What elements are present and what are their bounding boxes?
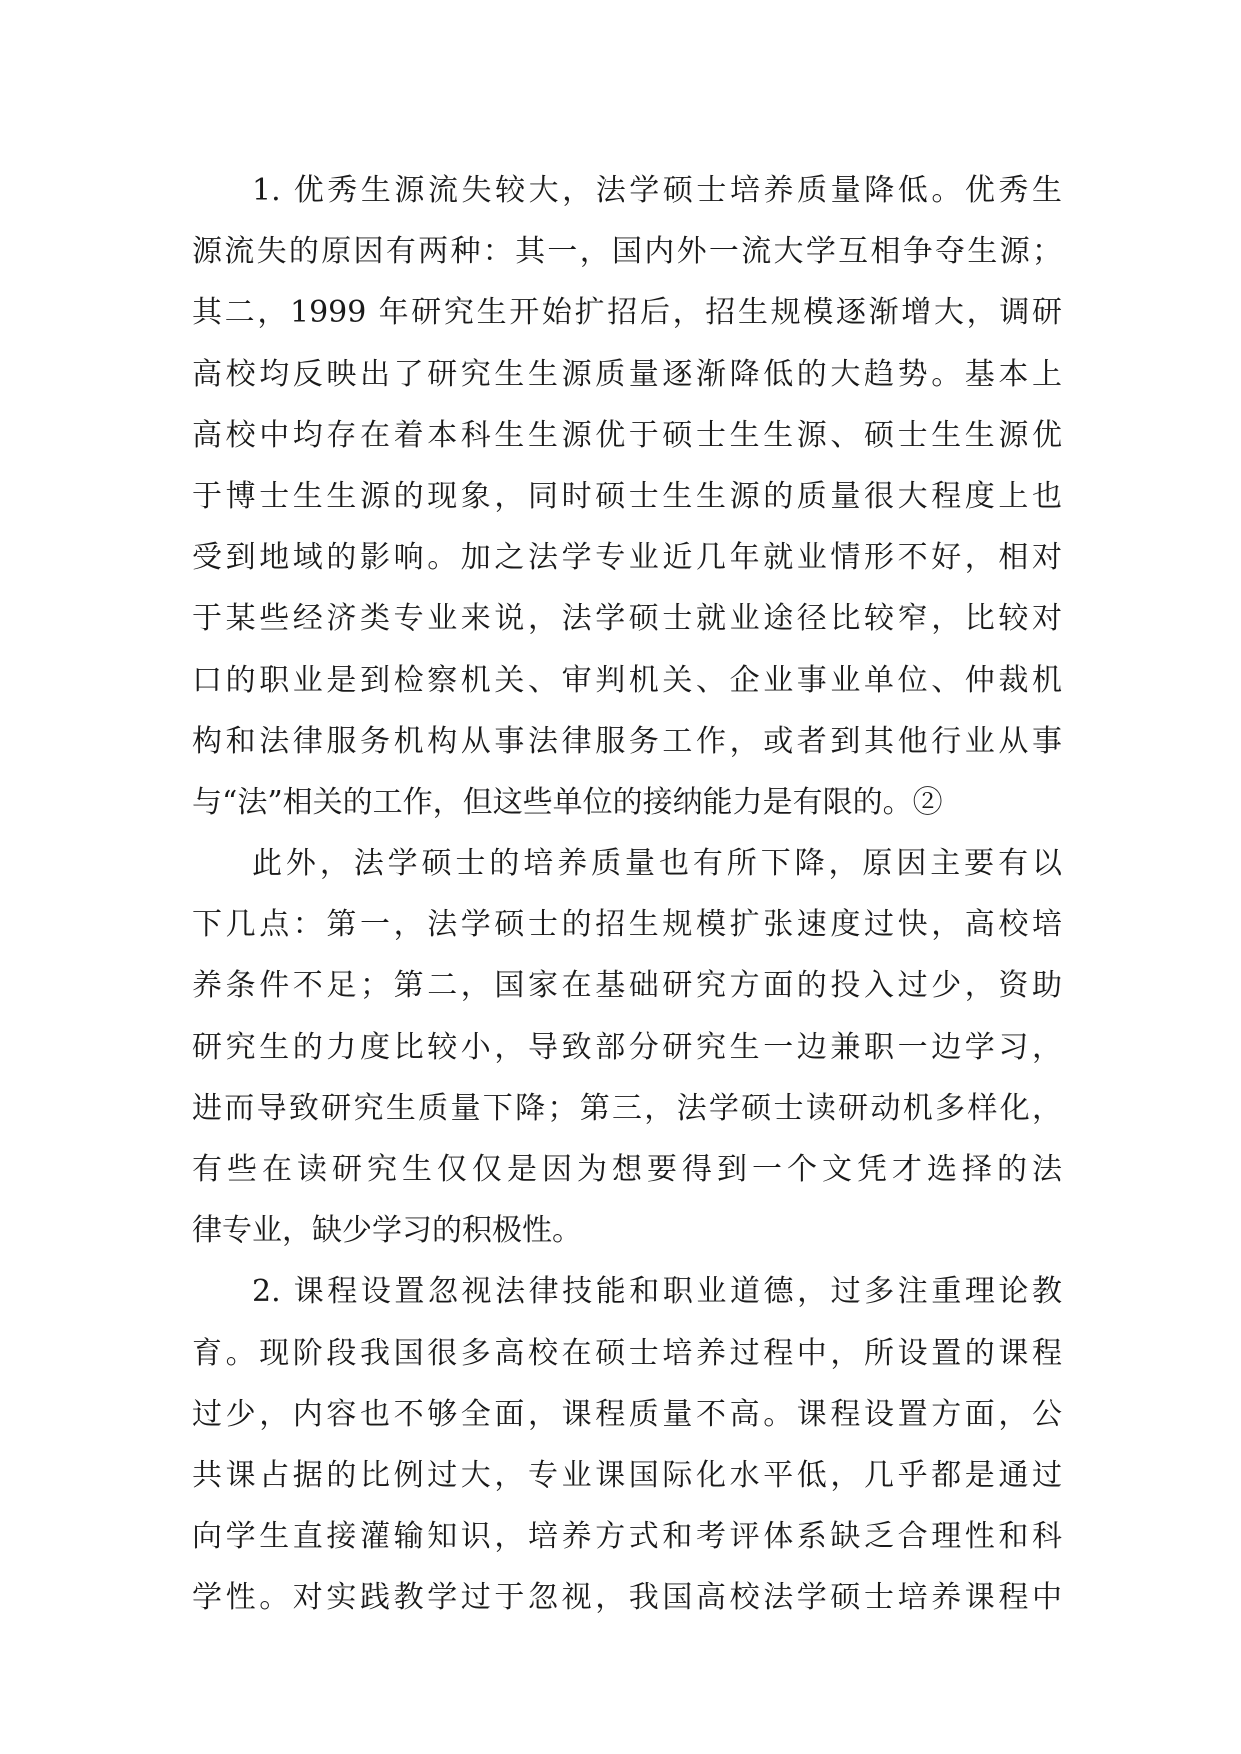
text-line: 受到地域的影响。加之法学专业近几年就业情形不好，相对	[192, 540, 1062, 576]
text-line: 其二，1999 年研究生开始扩招后，招生规模逐渐增大，调研	[192, 295, 1062, 331]
text-line: 于博士生生源的现象，同时硕士生生源的质量很大程度上也	[192, 478, 1062, 514]
text-line: 共课占据的比例过大，专业课国际化水平低，几乎都是通过	[192, 1457, 1062, 1493]
text-line: 下几点：第一，法学硕士的招生规模扩张速度过快，高校培	[192, 907, 1062, 943]
body-text	[192, 160, 1062, 1629]
text-line: 过少，内容也不够全面，课程质量不高。课程设置方面，公	[192, 1396, 1062, 1432]
text-line: 源流失的原因有两种：其一，国内外一流大学互相争夺生源；	[192, 234, 1062, 270]
text-line: 于某些经济类专业来说，法学硕士就业途径比较窄，比较对	[192, 601, 1062, 637]
text-line: 育。现阶段我国很多高校在硕士培养过程中，所设置的课程	[192, 1335, 1062, 1371]
text-line: 养条件不足；第二，国家在基础研究方面的投入过少，资助	[192, 968, 1062, 1004]
text-line: 律专业，缺少学习的积极性。	[192, 1213, 582, 1249]
text-line: 高校均反映出了研究生生源质量逐渐降低的大趋势。基本上	[192, 356, 1062, 392]
text-line: 学性。对实践教学过于忽视，我国高校法学硕士培养课程中	[192, 1580, 1062, 1616]
text-line: 与“法”相关的工作，但这些单位的接纳能力是有限的。②	[192, 784, 943, 820]
text-line: 有些在读研究生仅仅是因为想要得到一个文凭才选择的法	[192, 1152, 1062, 1187]
text-line: 进而导致研究生质量下降；第三，法学硕士读研动机多样化，	[192, 1090, 1062, 1126]
text-line: 1. 优秀生源流失较大，法学硕士培养质量降低。优秀生	[252, 173, 1062, 208]
text-line: 研究生的力度比较小，导致部分研究生一边兼职一边学习，	[192, 1029, 1062, 1065]
text-line: 2. 课程设置忽视法律技能和职业道德，过多注重理论教	[252, 1274, 1062, 1310]
text-line: 向学生直接灌输知识，培养方式和考评体系缺乏合理性和科	[192, 1519, 1062, 1555]
text-line: 此外，法学硕士的培养质量也有所下降，原因主要有以	[252, 846, 1062, 882]
text-line: 高校中均存在着本科生生源优于硕士生生源、硕士生生源优	[192, 417, 1062, 453]
text-line: 口的职业是到检察机关、审判机关、企业事业单位、仲裁机	[192, 662, 1062, 698]
text-line: 构和法律服务机构从事法律服务工作，或者到其他行业从事	[192, 723, 1062, 759]
